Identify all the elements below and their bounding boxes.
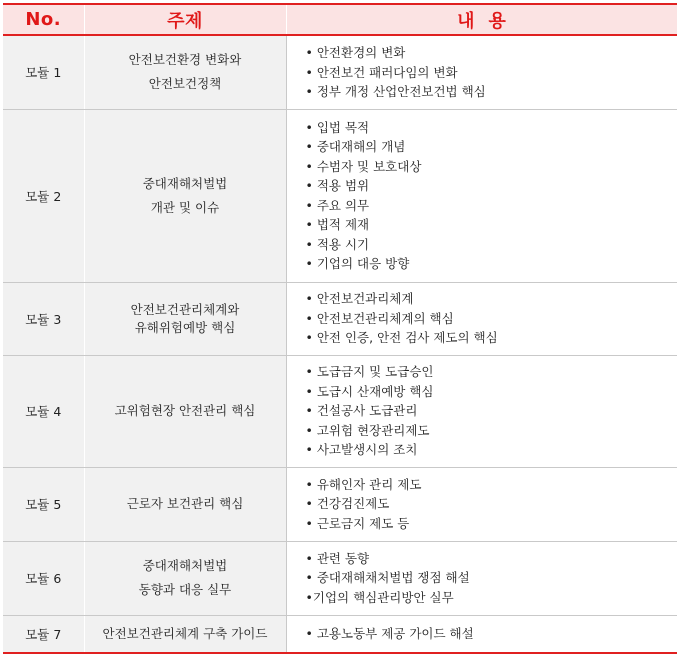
module-number: 모듈 3 bbox=[3, 282, 84, 355]
list-item: • 안전환경의 변화 bbox=[306, 43, 678, 63]
table-row bbox=[3, 282, 677, 355]
module-content bbox=[286, 541, 677, 615]
list-item: • 고위험 현장관리제도 bbox=[306, 421, 678, 441]
module-number: 모듈 2 bbox=[3, 109, 84, 282]
topic-line: 고위험현장 안전관리 핵심 bbox=[114, 403, 256, 418]
topic-line: 안전보건정책 bbox=[148, 76, 222, 92]
list-item: • 근로금지 제도 등 bbox=[306, 514, 678, 534]
topic-line: 개관 및 이슈 bbox=[150, 199, 220, 215]
module-content bbox=[286, 615, 677, 653]
list-item: • 건강검진제도 bbox=[306, 494, 678, 514]
list-item: • 건설공사 도급관리 bbox=[306, 401, 678, 421]
module-content bbox=[286, 109, 677, 282]
content-list bbox=[306, 289, 678, 348]
list-item: • 수범자 및 보호대상 bbox=[306, 157, 678, 177]
topic-line: 안전보건관리체계 구축 가이드 bbox=[102, 625, 268, 641]
table-row bbox=[3, 35, 677, 109]
module-number: 모듈 4 bbox=[3, 355, 84, 467]
list-item: • 기업의 핵심관리방안 실무 bbox=[306, 588, 678, 608]
table-row bbox=[3, 467, 677, 541]
module-number: 모듈 1 bbox=[3, 35, 84, 109]
list-item: • 중대재해채처벌법 쟁점 해설 bbox=[306, 568, 678, 588]
list-item: • 관련 동향 bbox=[306, 549, 678, 569]
module-topic bbox=[84, 35, 286, 109]
module-topic bbox=[84, 615, 286, 653]
list-item: • 입법 목적 bbox=[306, 118, 678, 138]
header-topic: 주제 bbox=[84, 4, 286, 35]
topic-line: 근로자 보건관리 핵심 bbox=[126, 496, 244, 511]
topic-line: 안전보건관리체계와 bbox=[130, 301, 240, 317]
list-item: • 중대재해의 개념 bbox=[306, 137, 678, 157]
header-row bbox=[3, 4, 677, 35]
module-topic bbox=[84, 282, 286, 355]
curriculum-table bbox=[3, 3, 677, 654]
module-number: 모듈 6 bbox=[3, 541, 84, 615]
module-content bbox=[286, 355, 677, 467]
list-item: • 도급금지 및 도급승인 bbox=[306, 362, 678, 382]
module-topic bbox=[84, 355, 286, 467]
table-row bbox=[3, 541, 677, 615]
list-item: • 안전보건관리체계의 핵심 bbox=[306, 309, 678, 329]
topic-line: 동향과 대응 실무 bbox=[138, 582, 232, 597]
content-list bbox=[306, 118, 678, 274]
module-topic bbox=[84, 541, 286, 615]
list-item: • 고용노동부 제공 가이드 해설 bbox=[306, 624, 678, 644]
topic-line: 중대재해처벌법 bbox=[142, 558, 228, 573]
list-item: • 사고발생시의 조치 bbox=[306, 440, 678, 460]
list-item: • 적용 범위 bbox=[306, 176, 678, 196]
module-content bbox=[286, 467, 677, 541]
module-number: 모듈 7 bbox=[3, 615, 84, 653]
topic-line: 유해위험예방 핵심 bbox=[134, 319, 236, 335]
module-number: 모듈 5 bbox=[3, 467, 84, 541]
topic-line: 안전보건환경 변화와 bbox=[128, 52, 242, 68]
content-list bbox=[306, 362, 678, 460]
table-row bbox=[3, 109, 677, 282]
list-item: • 정부 개정 산업안전보건법 핵심 bbox=[306, 82, 678, 102]
list-item: • 안전 인증, 안전 검사 제도의 핵심 bbox=[306, 328, 678, 348]
list-item: • 도급시 산재예방 핵심 bbox=[306, 382, 678, 402]
list-item: • 기업의 대응 방향 bbox=[306, 254, 678, 274]
content-list bbox=[306, 624, 678, 644]
content-list bbox=[306, 549, 678, 608]
module-content bbox=[286, 35, 677, 109]
module-topic bbox=[84, 109, 286, 282]
header-no: No. bbox=[3, 4, 84, 35]
header-content: 내 용 bbox=[286, 4, 677, 35]
content-list bbox=[306, 43, 678, 102]
list-item: • 주요 의무 bbox=[306, 196, 678, 216]
table-row bbox=[3, 355, 677, 467]
module-topic bbox=[84, 467, 286, 541]
table-row bbox=[3, 615, 677, 653]
list-item: • 유해인자 관리 제도 bbox=[306, 475, 678, 495]
topic-line: 중대재해처벌법 bbox=[142, 175, 228, 191]
module-content bbox=[286, 282, 677, 355]
list-item: • 안전보건 패러다임의 변화 bbox=[306, 63, 678, 83]
list-item: • 안전보건과리체계 bbox=[306, 289, 678, 309]
content-list bbox=[306, 475, 678, 534]
list-item: • 적용 시기 bbox=[306, 235, 678, 255]
list-item: • 법적 제재 bbox=[306, 215, 678, 235]
